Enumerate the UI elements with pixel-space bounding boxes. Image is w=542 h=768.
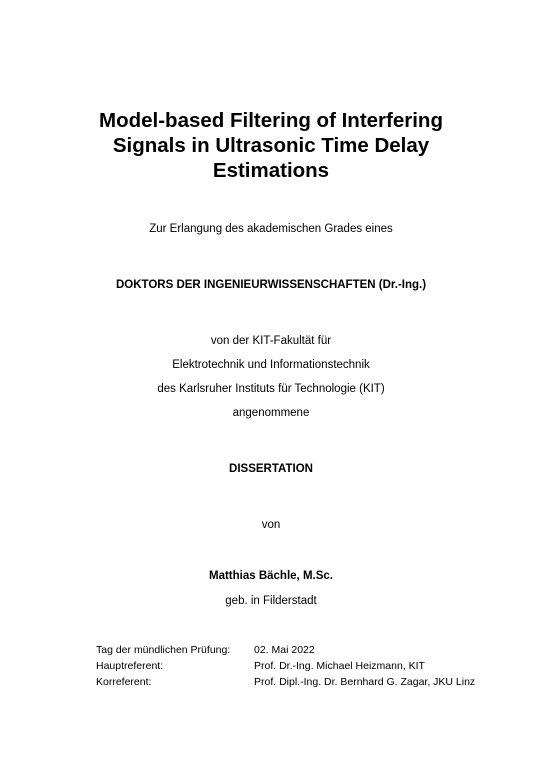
defense-date-label: Tag der mündlichen Prüfung: — [96, 644, 231, 656]
faculty-line-2: Elektrotechnik und Informationstechnik — [172, 359, 370, 371]
co-referee-value: Prof. Dipl.-Ing. Dr. Bernhard G. Zagar, JKU Linz — [254, 676, 476, 688]
thesis-title-line-2: Signals in Ultrasonic Time Delay — [112, 134, 430, 157]
thesis-title-line-3: Estimations — [212, 159, 330, 182]
main-referee-row — [96, 658, 516, 674]
faculty-line-4: angenommene — [232, 407, 310, 419]
author-name: Matthias Bächle, M.Sc. — [209, 570, 333, 582]
document-type: DISSERTATION — [229, 463, 313, 475]
thesis-title — [0, 108, 542, 183]
co-referee-label: Korreferent: — [96, 676, 152, 688]
by-text: von — [261, 519, 281, 531]
co-referee-row — [96, 674, 516, 690]
purpose-text: Zur Erlangung des akademischen Grades eines — [149, 223, 393, 235]
author-birthplace: geb. in Filderstadt — [225, 595, 317, 607]
faculty-line-1: von der KIT-Fakultät für — [210, 335, 332, 347]
main-referee-value: Prof. Dr.-Ing. Michael Heizmann, KIT — [254, 660, 425, 672]
defense-date-row — [96, 642, 516, 658]
degree-text: DOKTORS DER INGENIEURWISSENSCHAFTEN (Dr.-Ing.) — [115, 279, 427, 291]
faculty-line-3: des Karlsruher Instituts für Technologie (KIT) — [157, 383, 385, 395]
thesis-title-line-1: Model-based Filtering of Interfering — [99, 109, 443, 132]
main-referee-label: Hauptreferent: — [96, 660, 164, 672]
defense-date-value: 02. Mai 2022 — [254, 644, 315, 656]
defense-info — [96, 642, 516, 690]
